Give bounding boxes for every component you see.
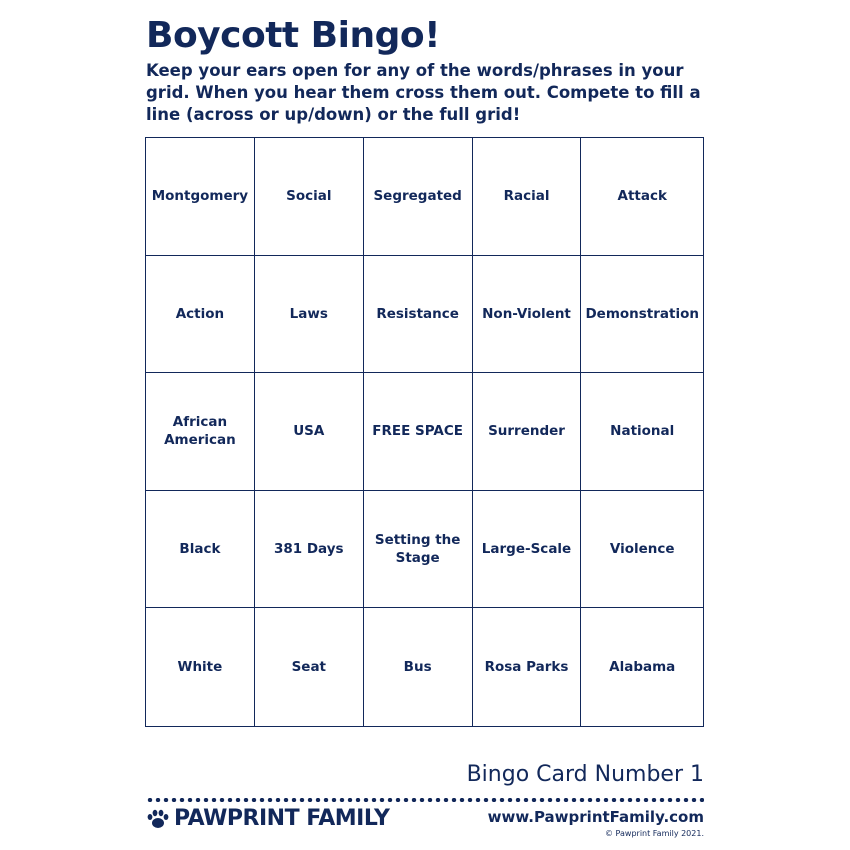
paw-print-icon bbox=[146, 808, 170, 830]
bingo-cell[interactable]: USA bbox=[255, 373, 364, 491]
brand-name: PAWPRINT FAMILY bbox=[174, 806, 390, 831]
bingo-cell[interactable]: Surrender bbox=[473, 373, 582, 491]
copyright-text: © Pawprint Family 2021. bbox=[605, 829, 704, 838]
bingo-cell[interactable]: Action bbox=[146, 256, 255, 374]
bingo-cell[interactable]: Alabama bbox=[609, 659, 676, 676]
bingo-cell[interactable]: Violence bbox=[581, 491, 703, 609]
website-link[interactable]: www.PawprintFamily.com bbox=[487, 808, 704, 826]
bingo-cell[interactable]: Demonstration bbox=[581, 256, 703, 374]
bingo-card-number: Bingo Card Number 1 bbox=[466, 762, 704, 787]
bingo-cell[interactable]: Non-Violent bbox=[473, 256, 582, 374]
bingo-cell[interactable]: African American bbox=[146, 373, 255, 491]
page-title: Boycott Bingo! bbox=[146, 15, 440, 56]
bingo-cell[interactable]: Montgomery bbox=[146, 138, 255, 256]
bingo-cell[interactable]: Bus bbox=[364, 608, 473, 726]
bingo-cell[interactable]: Seat bbox=[255, 608, 364, 726]
bingo-cell[interactable]: Attack bbox=[581, 138, 703, 256]
bingo-cell[interactable]: Racial bbox=[473, 138, 582, 256]
bingo-cell[interactable]: Laws bbox=[255, 256, 364, 374]
bingo-cell[interactable]: 381 Days bbox=[255, 491, 364, 609]
bingo-cell[interactable]: Rosa Parks bbox=[473, 608, 582, 726]
bingo-cell[interactable]: Social bbox=[255, 138, 364, 256]
bingo-cell[interactable]: National bbox=[581, 373, 703, 491]
bingo-cell[interactable]: Large-Scale bbox=[473, 491, 582, 609]
bingo-cell[interactable]: White bbox=[146, 608, 255, 726]
bingo-cell[interactable]: Resistance bbox=[364, 256, 473, 374]
bingo-grid bbox=[145, 137, 704, 727]
dotted-divider bbox=[146, 798, 704, 802]
brand-logo bbox=[146, 806, 389, 831]
bingo-cell[interactable]: Segregated bbox=[364, 138, 473, 256]
bingo-cell[interactable]: Setting the Stage bbox=[364, 491, 473, 609]
instructions-text: Keep your ears open for any of the words/phrases in your grid. When you hear them cross them out. Compete to fill a line (across or up/down) or the full grid! bbox=[146, 61, 701, 124]
bingo-cell-free-space[interactable]: FREE SPACE bbox=[364, 373, 473, 491]
bingo-cell[interactable]: Black bbox=[146, 491, 255, 609]
